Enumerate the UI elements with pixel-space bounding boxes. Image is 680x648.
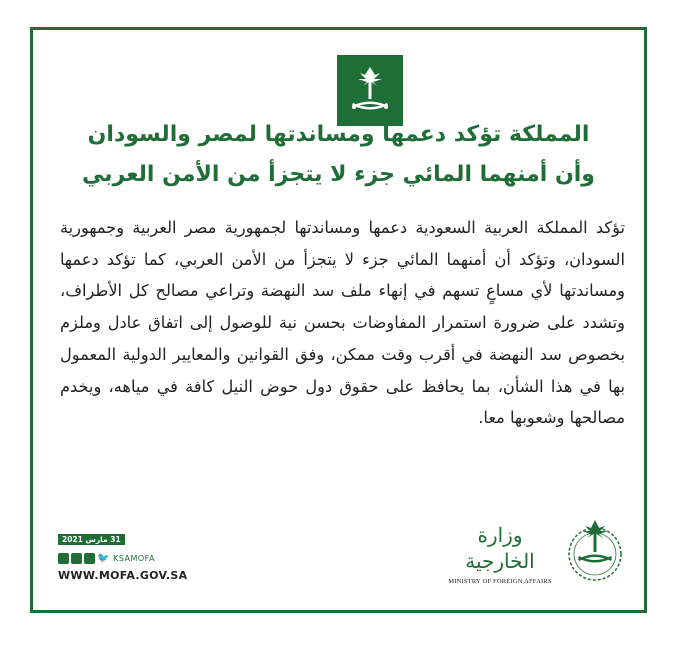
emblem-icon [345, 63, 395, 119]
statement-body: تؤكد المملكة العربية السعودية دعمها ومساندتها لجمهورية مصر العربية وجمهورية السودان، وتؤكد أن أمنهما المائي جزء لا يتجزأ من الأمن العربي، كما تؤكد دعمها ومساندتها لأي مساعٍ تسهم في إنهاء ملف سد النهضة وتراعي مصالح كل الأطراف، وتشدد على ضرورة استمرار المفاوضات بحسن نية للوصول إلى اتفاق عادل وملزم بخصوص سد النهضة في أقرب وقت ممكن، وفق القوانين والمعايير الدولية المعمول بها في هذا الشأن، بما يحافظ على حقوق دول حوض النيل كافة في مياهه، ويخدم مصالحها وشعوبها معا. [60, 218, 625, 428]
seal-icon [565, 518, 625, 582]
youtube-icon[interactable] [58, 553, 69, 564]
title-line-1: المملكة تؤكد دعمها ومساندتها لمصر والسودان [87, 122, 590, 147]
ministry-logo [440, 522, 560, 585]
twitter-icon[interactable]: 🐦 [97, 553, 110, 564]
ministry-name-ar: وزارة الخارجية [465, 523, 535, 573]
website-link[interactable]: WWW.MOFA.GOV.SA [58, 569, 188, 582]
social-handle[interactable]: KSAMOFA [113, 554, 155, 563]
instagram-icon[interactable] [71, 553, 82, 564]
facebook-icon[interactable] [84, 553, 95, 564]
title-line-2: وأن أمنهما المائي جزء لا يتجزأ من الأمن العربي [82, 162, 595, 187]
date-badge: 31 مارس 2021 [58, 534, 125, 545]
social-links [58, 553, 155, 564]
statement-title [50, 115, 627, 195]
ministry-name-en: MINISTRY OF FOREIGN AFFAIRS [448, 578, 552, 585]
